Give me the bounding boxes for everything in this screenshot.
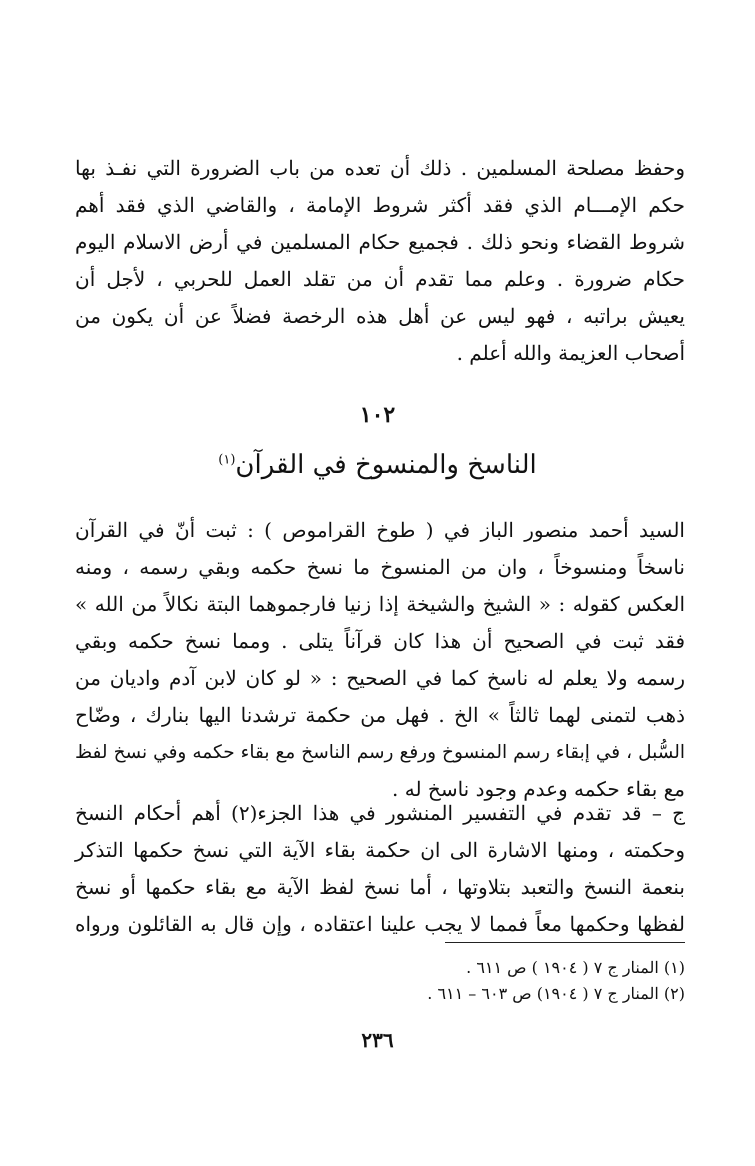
section-title — [0, 450, 755, 480]
text-line: حكم الإمـــام الذي فقد أكثر شروط الإمامة ، والقاضي الذي فقد أهم — [75, 193, 685, 217]
text-line: السُّبل ، في إبقاء رسم المنسوخ ورفع رسم الناسخ مع بقاء حكمه وفي نسخ لفظ — [75, 742, 685, 763]
text-line: وحفظ مصلحة المسلمين . ذلك أن تعده من باب الضرورة التي نفـذ بها — [75, 156, 685, 180]
text-line: رسمه ولا يعلم له ناسخ كما في الصحيح : « لو كان لابن آدم واديان من — [75, 666, 685, 690]
text-line: لفظها وحكمها معاً فمما لا يجب علينا اعتقاده ، وإن قال به القائلون ورواه — [75, 912, 685, 936]
paragraph-continuation — [75, 150, 685, 372]
text-line: ج – قد تقدم في التفسير المنشور في هذا الجزء(٢) أهم أحكام النسخ — [75, 801, 685, 825]
answer-paragraph — [75, 795, 685, 943]
text-line: ذهب لتمنى لهما ثالثاً » الخ . فهل من حكمة ترشدنا اليها بنارك ، وضّاح — [75, 703, 685, 727]
text-line: السيد أحمد منصور الباز في ( طوخ القراموص ) : ثبت أنّ في القرآن — [75, 518, 685, 542]
text-line: مع بقاء حكمه وعدم وجود ناسخ له . — [392, 777, 685, 801]
page-number: ٢٣٦ — [361, 1028, 394, 1052]
section-title-text: الناسخ والمنسوخ في القرآن — [235, 450, 537, 480]
section-number: ١٠٢ — [359, 402, 396, 428]
text-line: وحكمته ، ومنها الاشارة الى ان حكمة بقاء الآية التي نسخ حكمها التذكر — [75, 838, 685, 862]
text-line: العكس كقوله : « الشيخ والشيخة إذا زنيا فارجموهما البتة نكالاً من الله » — [75, 592, 685, 616]
text-line: شروط القضاء ونحو ذلك . فجميع حكام المسلمين في أرض الاسلام اليوم — [75, 230, 685, 254]
question-paragraph — [75, 512, 685, 808]
footnote: (٢) المنار ج ٧ ( ١٩٠٤) ص ٦٠٣ – ٦١١ . — [427, 984, 685, 1003]
text-line: بنعمة النسخ والتعبد بتلاوتها ، أما نسخ لفظ الآية مع بقاء حكمها أو نسخ — [75, 875, 685, 899]
footnotes — [300, 955, 685, 1007]
footnote: (١) المنار ج ٧ ( ١٩٠٤ ) ص ٦١١ . — [466, 958, 685, 977]
footnote-divider — [445, 942, 685, 943]
footnote-ref: (١) — [218, 452, 236, 468]
text-line: حكام ضرورة . وعلم مما تقدم أن من تقلد العمل للحربي ، لأجل أن — [75, 267, 685, 291]
text-line: فقد ثبت في الصحيح أن هذا كان قرآناً يتلى . ومما نسخ حكمه وبقي — [75, 629, 685, 653]
text-line: أصحاب العزيمة والله أعلم . — [456, 341, 685, 365]
text-line: ناسخاً ومنسوخاً ، وان من المنسوخ ما نسخ حكمه وبقي رسمه ، ومنه — [75, 555, 685, 579]
text-line: يعيش براتبه ، فهو ليس عن أهل هذه الرخصة فضلاً عن أن يكون من — [75, 304, 685, 328]
